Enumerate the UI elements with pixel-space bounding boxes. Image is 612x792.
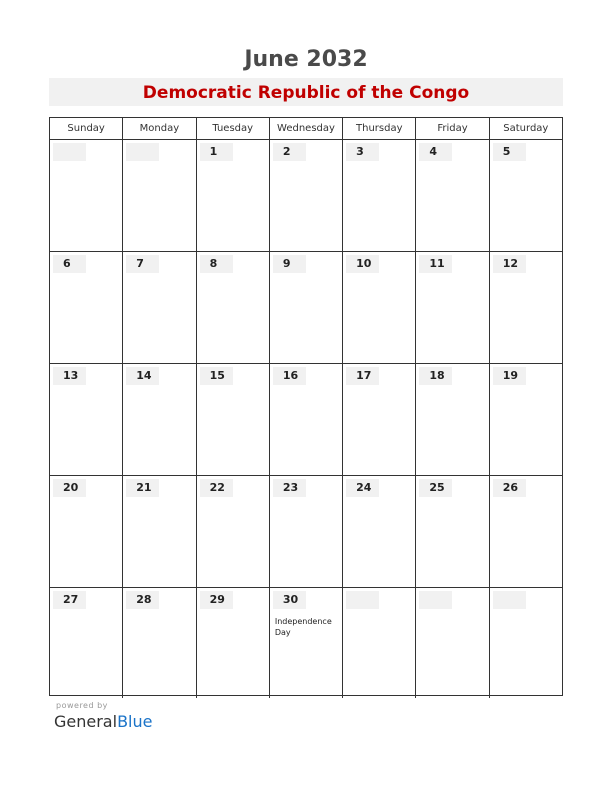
- day-cell: [415, 588, 488, 698]
- day-cell: [489, 476, 562, 587]
- day-cell: [196, 476, 269, 587]
- day-number: 10: [346, 255, 379, 273]
- holiday-event: Independence Day: [274, 617, 332, 637]
- day-cell: [342, 588, 415, 698]
- day-cell: [415, 364, 488, 475]
- day-cell: [342, 476, 415, 587]
- week-row: [50, 476, 562, 588]
- weekday-wednesday: Wednesday: [269, 118, 342, 139]
- weekday-monday: Monday: [122, 118, 195, 139]
- week-row: [50, 364, 562, 476]
- day-number: 28: [126, 591, 159, 609]
- brand-general: General: [54, 712, 118, 731]
- day-number: 17: [346, 367, 379, 385]
- day-cell: [489, 364, 562, 475]
- day-number: 11: [419, 255, 452, 273]
- day-cell: [122, 476, 195, 587]
- day-number: [419, 591, 452, 609]
- day-cell: [122, 140, 195, 251]
- day-cell: [269, 588, 342, 698]
- day-number: 27: [53, 591, 86, 609]
- day-number: 19: [493, 367, 526, 385]
- day-cell: [122, 588, 195, 698]
- day-cell: [50, 252, 122, 363]
- day-cell: [342, 364, 415, 475]
- day-cell: [50, 588, 122, 698]
- day-number: 29: [200, 591, 233, 609]
- day-cell: [50, 476, 122, 587]
- brand-blue: Blue: [117, 712, 153, 731]
- weekday-thursday: Thursday: [342, 118, 415, 139]
- day-cell: [269, 252, 342, 363]
- day-cell: [489, 252, 562, 363]
- day-number: 23: [273, 479, 306, 497]
- day-cell: [122, 364, 195, 475]
- day-cell: [415, 476, 488, 587]
- day-cell: [196, 588, 269, 698]
- week-row: [50, 140, 562, 252]
- day-number: 6: [53, 255, 86, 273]
- day-number: 2: [273, 143, 306, 161]
- day-cell: [342, 140, 415, 251]
- week-row: [50, 588, 562, 698]
- day-number: 13: [53, 367, 86, 385]
- day-cell: [415, 252, 488, 363]
- country-name: Democratic Republic of the Congo: [142, 83, 470, 103]
- day-number: 22: [200, 479, 233, 497]
- day-number: 21: [126, 479, 159, 497]
- day-number: 18: [419, 367, 452, 385]
- calendar-grid: [49, 117, 563, 696]
- day-number: 24: [346, 479, 379, 497]
- day-number: 9: [273, 255, 306, 273]
- day-cell: [269, 140, 342, 251]
- day-cell: [269, 364, 342, 475]
- day-number: [346, 591, 379, 609]
- day-cell: [269, 476, 342, 587]
- day-number: 16: [273, 367, 306, 385]
- page-title: June 2032: [244, 47, 368, 72]
- day-cell: [342, 252, 415, 363]
- week-row: [50, 252, 562, 364]
- day-number: 5: [493, 143, 526, 161]
- day-number: 26: [493, 479, 526, 497]
- day-number: 12: [493, 255, 526, 273]
- day-number: 1: [200, 143, 233, 161]
- day-cell: [122, 252, 195, 363]
- weekday-saturday: Saturday: [489, 118, 562, 139]
- day-number: 4: [419, 143, 452, 161]
- day-number: [53, 143, 86, 161]
- weekday-sunday: Sunday: [67, 123, 105, 134]
- day-cell: [196, 364, 269, 475]
- day-cell: [196, 252, 269, 363]
- day-number: 25: [419, 479, 452, 497]
- day-cell: [489, 588, 562, 698]
- weekday-header-row: [50, 118, 562, 140]
- day-cell: [489, 140, 562, 251]
- day-cell: [50, 140, 122, 251]
- weekday-friday: Friday: [415, 118, 488, 139]
- country-banner: [49, 78, 563, 106]
- day-number: 14: [126, 367, 159, 385]
- day-number: 30: [273, 591, 306, 609]
- day-cell: [196, 140, 269, 251]
- day-cell: [415, 140, 488, 251]
- powered-by-text: powered by: [56, 701, 108, 710]
- weekday-tuesday: Tuesday: [196, 118, 269, 139]
- day-number: [126, 143, 159, 161]
- day-cell: [50, 364, 122, 475]
- day-number: [493, 591, 526, 609]
- day-number: 8: [200, 255, 233, 273]
- day-number: 7: [126, 255, 159, 273]
- day-number: 3: [346, 143, 379, 161]
- brand-logo[interactable]: [54, 712, 152, 731]
- day-number: 15: [200, 367, 233, 385]
- day-number: 20: [53, 479, 86, 497]
